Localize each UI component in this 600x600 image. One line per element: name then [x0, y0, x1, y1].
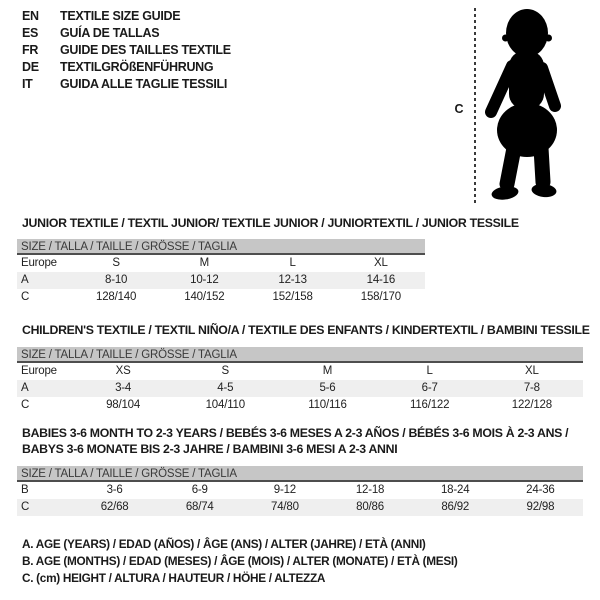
row-label: C [21, 399, 30, 411]
size-cell: 12-18 [355, 484, 385, 496]
size-bar: SIZE / TALLA / TAILLE / GRÖSSE / TAGLIA [17, 466, 583, 482]
language-code: ES [22, 26, 39, 40]
legend-line-b: B. AGE (MONTHS) / EDAD (MESES) / ÂGE (MOIS) / ALTER (MONATE) / ETÀ (MESI) [22, 554, 458, 568]
language-row [22, 42, 231, 59]
legend-line-a: A. AGE (YEARS) / EDAD (AÑOS) / ÂGE (ANS) / ALTER (JAHRE) / ETÀ (ANNI) [22, 537, 426, 551]
language-list [22, 8, 231, 93]
language-title: GUIDE DES TAILLES TEXTILE [60, 43, 231, 57]
language-title: TEXTILE SIZE GUIDE [60, 9, 181, 23]
language-code: IT [22, 77, 33, 91]
size-cell: 86/92 [441, 501, 470, 513]
size-cell: 10-12 [190, 274, 219, 286]
size-cell: 14-16 [366, 274, 396, 286]
language-code: EN [22, 9, 39, 23]
size-cell: S [112, 257, 120, 269]
language-row [22, 59, 231, 76]
size-cell: 6-7 [421, 382, 438, 394]
size-cell: 12-13 [278, 274, 307, 286]
row-label: C [21, 291, 30, 303]
babies-section-title [22, 425, 568, 457]
size-cell: 140/152 [184, 291, 225, 303]
children-section-title: CHILDREN'S TEXTILE / TEXTIL NIÑO/A / TEXTILE DES ENFANTS / KINDERTEXTIL / BAMBINI TESSILE [22, 323, 590, 337]
junior-size-table [17, 255, 425, 306]
size-cell: 7-8 [523, 382, 540, 394]
language-row [22, 76, 231, 93]
table-row [17, 289, 425, 306]
size-cell: L [426, 365, 433, 377]
size-cell: 18-24 [440, 484, 470, 496]
size-cell: 92/98 [526, 501, 555, 513]
table-row [17, 482, 583, 499]
size-cell: 104/110 [205, 399, 245, 411]
row-label: A [21, 274, 29, 286]
size-cell: 5-6 [319, 382, 336, 394]
row-label: C [21, 501, 30, 513]
size-cell: 24-36 [526, 484, 555, 496]
height-measure-label: C [454, 102, 464, 116]
size-cell: XS [115, 365, 131, 377]
size-cell: 3-6 [106, 484, 123, 496]
size-cell: 116/122 [409, 399, 450, 411]
size-cell: 8-10 [105, 274, 128, 286]
size-cell: 68/74 [185, 501, 214, 513]
table-row [17, 272, 425, 289]
legend [22, 536, 458, 587]
language-code: FR [22, 43, 39, 57]
size-cell: 4-5 [217, 382, 234, 394]
size-cell: 152/158 [272, 291, 313, 303]
junior-section-title: JUNIOR TEXTILE / TEXTIL JUNIOR/ TEXTILE JUNIOR / JUNIORTEXTIL / JUNIOR TESSILE [22, 216, 519, 230]
language-title: TEXTILGRÖßENFÜHRUNG [60, 60, 214, 74]
size-bar: SIZE / TALLA / TAILLE / GRÖSSE / TAGLIA [17, 239, 425, 255]
children-size-table [17, 363, 583, 414]
size-cell: 122/128 [511, 399, 552, 411]
row-label: Europe [21, 257, 57, 269]
table-row [17, 380, 583, 397]
babies-size-table [17, 482, 583, 516]
size-cell: 80/86 [356, 501, 384, 513]
table-row [17, 397, 583, 414]
size-cell: 98/104 [106, 399, 141, 411]
size-bar: SIZE / TALLA / TAILLE / GRÖSSE / TAGLIA [17, 347, 583, 363]
size-cell: 110/116 [308, 399, 347, 411]
size-cell: 74/80 [271, 501, 299, 513]
language-title: GUÍA DE TALLAS [60, 26, 160, 40]
row-label: Europe [21, 365, 57, 377]
size-cell: M [199, 257, 210, 269]
language-row [22, 25, 231, 42]
babies-title-line-2: BABYS 3-6 MONATE BIS 2-3 JAHRE / BAMBINI 3-6 MESI A 2-3 ANNI [22, 442, 398, 456]
size-cell: 158/170 [360, 291, 401, 303]
legend-line-c: C. (cm) HEIGHT / ALTURA / HAUTEUR / HÖHE / ALTEZZA [22, 571, 326, 585]
baby-silhouette-icon [480, 6, 568, 206]
size-cell: L [289, 257, 296, 269]
babies-size-table-section [17, 466, 583, 516]
size-cell: 6-9 [191, 484, 208, 496]
size-cell: 128/140 [96, 291, 137, 303]
table-row [17, 255, 425, 272]
language-row [22, 8, 231, 25]
size-cell: S [221, 365, 230, 377]
babies-title-line-1: BABIES 3-6 MONTH TO 2-3 YEARS / BEBÉS 3-6 MESES A 2-3 AÑOS / BÉBÉS 3-6 MOIS À 2-3 ANS / [22, 426, 569, 440]
children-size-table-section [17, 347, 583, 414]
row-label: A [21, 382, 29, 394]
height-measure-line [474, 8, 476, 206]
row-label: B [21, 484, 29, 496]
size-cell: 62/68 [100, 501, 129, 513]
table-row [17, 363, 583, 380]
size-cell: 3-4 [115, 382, 132, 394]
junior-size-table-section [17, 239, 425, 306]
table-row [17, 499, 583, 516]
size-cell: 9-12 [273, 484, 296, 496]
size-cell: XL [374, 257, 388, 269]
size-cell: XL [525, 365, 539, 377]
language-code: DE [22, 60, 39, 74]
size-cell: M [322, 365, 333, 377]
language-title: GUIDA ALLE TAGLIE TESSILI [60, 77, 228, 91]
